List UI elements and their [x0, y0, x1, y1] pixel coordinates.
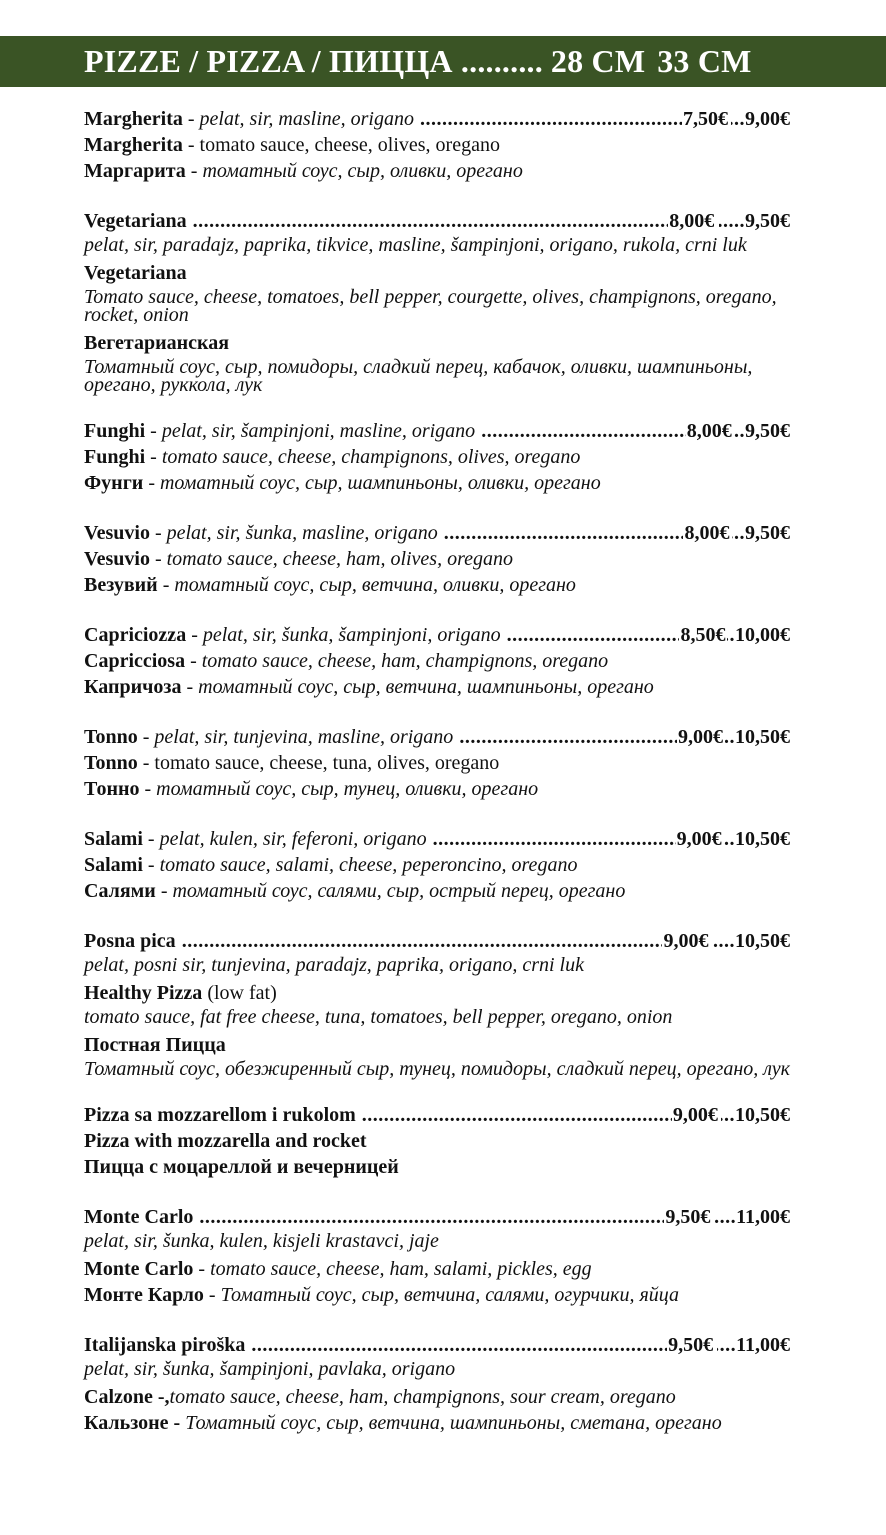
item-line-ru: Маргарита - томатный соус, сыр, оливки, орегано	[84, 160, 523, 182]
item-name-hr: Capriciozza	[84, 624, 187, 646]
item-desc-hr: pelat, sir, šampinjoni, masline, origano	[161, 420, 476, 442]
item-desc-en: tomato sauce, fat free cheese, tuna, tomatoes, bell pepper, oregano, onion	[84, 1006, 673, 1028]
price-33: 9,50€	[745, 420, 791, 442]
item-name-ru: Постная Пицца	[84, 1034, 226, 1056]
price-33: 11,00€	[736, 1206, 790, 1228]
item-name-hr: Posna pica	[84, 930, 176, 952]
price-33: 9,50€	[745, 522, 790, 544]
item-line-ru: Монте Карло - Томатный соус, сыр, ветчина, салями, огурчики, яйца	[84, 1284, 679, 1306]
item-name-ru: Вегетарианская	[84, 332, 230, 354]
dot-leader	[719, 208, 745, 234]
item-name-hr: Pizza sa mozzarellom i rukolom	[84, 1104, 356, 1126]
item-line-ru: Тонно - томатный соус, сыр, тунец, оливки, орегано	[84, 778, 539, 800]
item-line-ru: Капричоза - томатный соус, сыр, ветчина, шампиньоны, орегано	[84, 676, 654, 698]
item-line-en: Tonno - tomato sauce, cheese, tuna, olives, oregano	[84, 752, 500, 774]
item-desc-hr: pelat, sir, paradajz, paprika, tikvice, masline, šampinjoni, origano, rukola, crni luk	[84, 234, 747, 256]
price-row	[84, 1332, 790, 1358]
dot-leader	[715, 1204, 736, 1230]
menu-title: PIZZE / PIZZA / ПИЦЦА ..........	[84, 43, 543, 79]
dot-leader	[725, 724, 735, 750]
item-line-en: Funghi - tomato sauce, cheese, champignons, olives, oregano	[84, 446, 581, 468]
item-desc-hr: pelat, posni sir, tunjevina, paradajz, paprika, origano, crni luk	[84, 954, 584, 976]
item-name-hr: Tonno	[84, 726, 138, 748]
price-row	[84, 928, 790, 954]
price-28: 8,00€	[686, 420, 732, 442]
dot-leader	[444, 520, 684, 546]
menu-item-tonno	[84, 724, 790, 802]
price-33: 9,00€	[745, 108, 790, 130]
item-name-en: Healthy Pizza (low fat)	[84, 982, 277, 1004]
menu-item-mozzarella-rocket	[84, 1102, 790, 1180]
dot-leader	[731, 106, 745, 132]
item-name-en: Vegetariana	[84, 262, 187, 284]
price-33: 10,00€	[734, 624, 790, 646]
item-line-ru: Салями - томатный соус, салями, сыр, острый перец, орегано	[84, 880, 626, 902]
dot-leader	[727, 622, 735, 648]
price-28: 9,50€	[665, 1206, 711, 1228]
price-28: 9,00€	[676, 828, 722, 850]
price-28: 8,50€	[680, 624, 726, 646]
item-desc-hr: pelat, sir, šunka, šampinjoni, origano	[202, 624, 501, 646]
size-small-label: 28 CM	[550, 43, 646, 79]
item-desc-hr: pelat, sir, šunka, masline, origano	[166, 522, 438, 544]
menu-item-vegetariana	[84, 208, 790, 394]
size-large-label: 33 CM	[657, 43, 752, 79]
price-row	[84, 208, 790, 234]
item-desc-ru: Томатный соус, сыр, помидоры, сладкий перец, кабачок, оливки, шампиньоны, орегано, руккола, лук	[84, 356, 753, 396]
item-name-hr: Italijanska piroška	[84, 1334, 246, 1356]
price-33: 10,50€	[735, 726, 791, 748]
dot-leader	[732, 520, 745, 546]
item-desc-en: Tomato sauce, cheese, tomatoes, bell pepper, courgette, olives, champignons, oregano, rocket, onion	[84, 286, 777, 326]
item-line-en: Salami - tomato sauce, salami, cheese, peperoncino, oregano	[84, 854, 578, 876]
price-33: 11,00€	[736, 1334, 790, 1356]
price-row: Funghi - pelat, sir, šampinjoni, masline, origano ..... 8,00€ ..... 9,50€	[84, 418, 790, 444]
item-desc-hr: pelat, sir, masline, origano	[199, 108, 414, 130]
dot-leader	[420, 106, 682, 132]
price-row	[84, 1102, 790, 1128]
item-name-hr: Salami	[84, 828, 143, 850]
item-name-hr: Funghi	[84, 420, 146, 442]
item-name-hr: Monte Carlo	[84, 1206, 194, 1228]
item-desc-ru: Томатный соус, обезжиренный сыр, тунец, помидоры, сладкий перец, орегано, лук	[84, 1058, 790, 1080]
dot-leader	[507, 622, 680, 648]
price-row	[84, 1204, 790, 1230]
item-name-hr: Vesuvio	[84, 522, 150, 544]
price-28: 9,50€	[668, 1334, 714, 1356]
dot-leader	[713, 928, 735, 954]
price-28: 8,00€	[669, 210, 715, 232]
dot-leader	[481, 418, 686, 444]
menu-item-capriciozza	[84, 622, 790, 700]
price-33: 10,50€	[735, 1104, 790, 1126]
dot-leader	[734, 418, 745, 444]
menu-item-salami	[84, 826, 790, 904]
item-name-hr: Margherita	[84, 108, 183, 130]
dot-leader	[193, 208, 669, 234]
dot-leader	[717, 1332, 736, 1358]
price-row: Vesuvio - pelat, sir, šunka, masline, origano ..... 8,00€ ..... 9,50€	[84, 520, 790, 546]
item-desc-hr: pelat, sir, šunka, kulen, kisjeli krastavci, jaje	[84, 1230, 439, 1252]
price-33: 10,50€	[735, 828, 790, 850]
price-row: Salami - pelat, kulen, sir, feferoni, origano ..... 9,00€ ..... 10,50€	[84, 826, 790, 852]
menu-item-vesuvio	[84, 520, 790, 598]
item-name-ru: Пицца с моцареллой и вечерницей	[84, 1156, 399, 1178]
price-row: Capriciozza - pelat, sir, šunka, šampinjoni, origano ..... 8,50€ ..... 10,00€	[84, 622, 790, 648]
item-name-en: Pizza with mozzarella and rocket	[84, 1130, 367, 1152]
price-28: 9,00€	[672, 1104, 718, 1126]
item-name-hr: Vegetariana	[84, 210, 187, 232]
dot-leader	[459, 724, 677, 750]
pizza-list	[84, 106, 790, 1436]
menu-item-posna-pica	[84, 928, 790, 1078]
item-line-ru: Везувий - томатный соус, сыр, ветчина, оливки, орегано	[84, 574, 576, 596]
price-28: 9,00€	[663, 930, 709, 952]
menu-item-margherita	[84, 106, 790, 184]
item-desc-hr: pelat, sir, šunka, šampinjoni, pavlaka, origano	[84, 1358, 456, 1380]
dot-leader	[362, 1102, 672, 1128]
price-row: Tonno - pelat, sir, tunjevina, masline, origano ..... 9,00€ ..... 10,50€	[84, 724, 790, 750]
item-line-ru: Фунги - томатный соус, сыр, шампиньоны, оливки, орегано	[84, 472, 601, 494]
menu-item-italijanska-piroska	[84, 1332, 790, 1436]
dot-leader	[433, 826, 676, 852]
menu-header	[0, 36, 886, 87]
item-line-en: Calzone -,tomato sauce, cheese, ham, champignons, sour cream, oregano	[84, 1386, 676, 1408]
price-33: 9,50€	[745, 210, 791, 232]
item-desc-hr: pelat, kulen, sir, feferoni, origano	[159, 828, 427, 850]
dot-leader	[721, 1102, 735, 1128]
item-line-ru: Кальзоне - Томатный соус, сыр, ветчина, шампиньоны, сметана, орегано	[84, 1412, 722, 1434]
dot-leader	[182, 928, 663, 954]
price-33: 10,50€	[735, 930, 790, 952]
item-desc-hr: pelat, sir, tunjevina, masline, origano	[154, 726, 454, 748]
menu-item-funghi	[84, 418, 790, 496]
dot-leader	[251, 1332, 667, 1358]
dot-leader	[724, 826, 735, 852]
item-line-en: Margherita - tomato sauce, cheese, olives, oregano	[84, 134, 500, 156]
item-line-en: Vesuvio - tomato sauce, cheese, ham, olives, oregano	[84, 548, 514, 570]
item-line-en: Capricciosa - tomato sauce, cheese, ham, champignons, oregano	[84, 650, 609, 672]
dot-leader	[199, 1204, 664, 1230]
price-28: 9,00€	[677, 726, 723, 748]
price-28: 7,50€	[683, 108, 729, 130]
menu-item-monte-carlo	[84, 1204, 790, 1308]
price-28: 8,00€	[684, 522, 730, 544]
item-line-en: Monte Carlo - tomato sauce, cheese, ham, salami, pickles, egg	[84, 1258, 592, 1280]
price-row: Margherita - pelat, sir, masline, origano ..... 7,50€ ..... 9,00€	[84, 106, 790, 132]
